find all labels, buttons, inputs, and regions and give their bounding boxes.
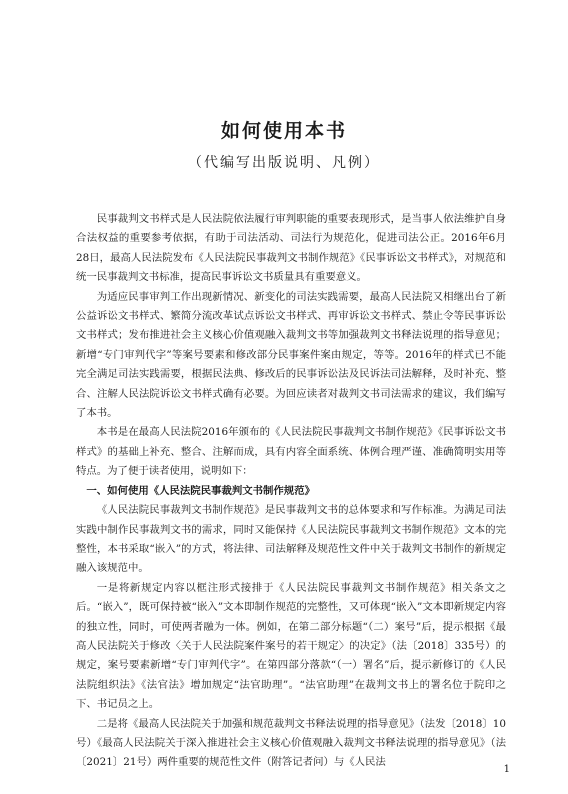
paragraph: 二是将《最高人民法院关于加强和规范裁判文书释法说理的指导意见》（法发〔2018〕10号）《最高人民法院关于深入推进社会主义核心价值观融入裁判文书释法说理的指导意见》（法〔2021〕21号）两件重要的规范性文件（附答记者问）与《人民法 bbox=[76, 717, 506, 769]
body-text bbox=[76, 210, 506, 773]
paragraph: 为适应民事审判工作出现新情况、新变化的司法实践需要，最高人民法院又相继出台了新公益诉讼文书样式、繁简分流改革试点诉讼文书样式、再审诉讼文书样式、禁止令等民事诉讼文书样式；发布推进社会主义核心价值观融入裁判文书等加强裁判文书释法说理的指导意见；新增“专门审判代字”等案号要素和修改部分民事案件案由规定，等等。2016年的样式已不能完全满足司法实践需要，根据民法典、修改后的民事诉讼法及民诉法司法解释，及时补充、整合、注解人民法院诉讼文书样式确有必要。为回应读者对裁判文书司法需求的建议，我们编写了本书。 bbox=[76, 290, 506, 420]
paragraph: 本书是在最高人民法院2016年颁布的《人民法院民事裁判文书制作规范》《民事诉讼文书样式》的基础上补充、整合、注解而成，具有内容全面系统、体例合理严谨、准确简明实用等特点。为了便于读者使用，说明如下： bbox=[76, 426, 506, 478]
paragraph: 《人民法院民事裁判文书制作规范》是民事裁判文书的总体要求和写作标准。为满足司法实践中制作民事裁判文书的需求，同时又能保持《人民法院民事裁判文书制作规范》文本的完整性，本书采取“嵌入”的方式，将法律、司法解释及规范性文件中关于裁判文书制作的新规定融入该规范中。 bbox=[76, 504, 506, 575]
section-heading: 一、如何使用《人民法院民事裁判文书制作规范》 bbox=[86, 484, 315, 497]
paragraph: 一是将新规定内容以框注形式接排于《人民法院民事裁判文书制作规范》相关条文之后。“嵌入”，既可保持被“嵌入”文本即制作规范的完整性，又可体现“嵌入”文本即新规定内容的独立性，同时，可使两者融为一体。例如，在第二部分标题“（二）案号”后，提示根据《最高人民法院关于修改〈关于人民法院案件案号的若干规定〉的决定》（法〔2018〕335号）的规定，案号要素新增“专门审判代字”。在第四部分落款“（一）署名”后，提示新修订的《人民法院组织法》《法官法》增加规定“法官助理”。“法官助理”在裁判文书上的署名位于院印之下、书记员之上。 bbox=[76, 581, 506, 711]
paragraph: 民事裁判文书样式是人民法院依法履行审判职能的重要表现形式，是当事人依法维护自身合法权益的重要参考依据，有助于司法活动、司法行为规范化，促进司法公正。2016年6月28日，最高人民法院发布《人民法院民事裁判文书制作规范》《民事诉讼文书样式》，对规范和统一民事裁判文书标准，提高民事诉讼文书质量具有重要意义。 bbox=[76, 213, 506, 284]
page-subtitle: （代编写出版说明、凡例） bbox=[188, 155, 380, 171]
page-title: 如何使用本书 bbox=[220, 120, 347, 142]
page-number: 1 bbox=[503, 764, 510, 775]
